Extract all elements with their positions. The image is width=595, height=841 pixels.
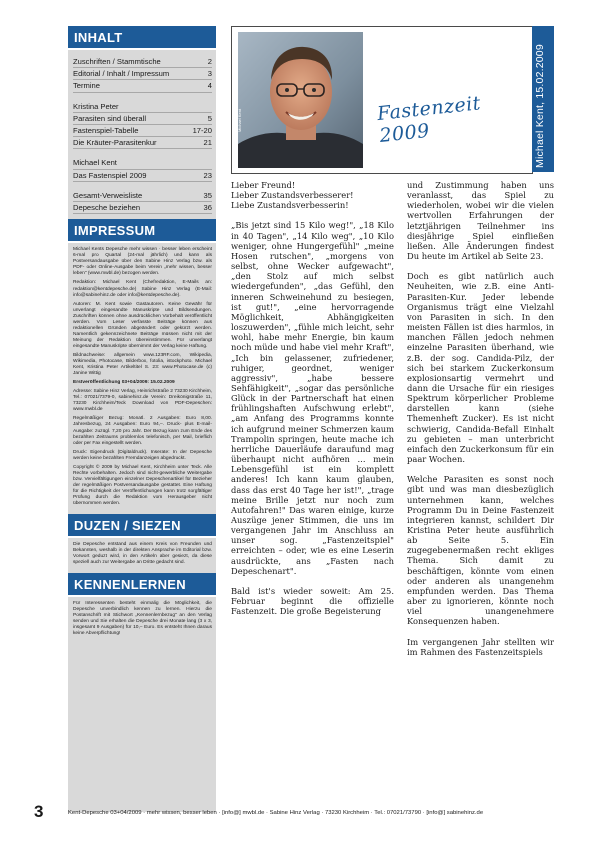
toc-label: Depesche beziehen bbox=[73, 203, 141, 213]
article-column-2 bbox=[407, 180, 554, 667]
author-photo bbox=[238, 32, 363, 168]
photo-caption: Michael Kent bbox=[237, 108, 242, 132]
toc-label: Fastenspiel-Tabelle bbox=[73, 126, 139, 136]
duzen-heading: DUZEN / SIEZEN bbox=[68, 514, 216, 538]
impressum-paragraph: Bildnachweise: allgemein www.123RF.com, Wikipedia, Wikimedia, Photocase, Bilderbox, fotolia, istockphoto. Michael Kent, Kristina Peter Artikeltitel S. 23: www.Photocase.de (c) Janine Wittig bbox=[73, 352, 212, 377]
impressum-paragraph: Adresse: Sabine Hinz Verlag, Heinrichstraße 2 73230 Kirchheim, Tel.: 07021/7379-0, sabinehinz.de Verein: Dreikönigstraße 11, 73230 Kirchheim/Teck Download von PDF-Depeschen: www.mwbl.de bbox=[73, 389, 212, 413]
toc-label: Zuschriften / Stammtische bbox=[73, 57, 161, 66]
toc-row[interactable] bbox=[73, 113, 212, 125]
kennenlernen-paragraph: Für Interessenten besteht einmalig die Möglichkeit, die Depesche unverbindlich kennen zu lernen. Hierzu die Postanschrift mit Stichwort „Kennenlernbezug" an den Verlag senden und Sie erhalten die Depesche drei Monate lang (3 x 3, insgesamt 9 Ausgaben) für 10,– Euro. Es entsteht Ihnen daraus keine Abverpflichtung! bbox=[73, 601, 212, 637]
toc-label: Gesamt-Verweisliste bbox=[73, 190, 143, 200]
toc-page: 5 bbox=[207, 113, 212, 123]
article-paragraph: Doch es gibt natürlich auch Neuheiten, wie z.B. eine Anti-Parasiten-Kur. Jeder lebende Organismus trägt eine Vielzahl von Parasiten in sich. In den meisten Fällen ist dies harmlos, in manchen Fällen jedoch nehmen einzelne Parasiten überhand, wie z.B. der sog. Candida-Pilz, der sich bei starkem Zuckerkonsum explosionsartig vermehrt und dann die Ursache für ein riesiges Spektrum körperlicher Probleme darstellen kann (siehe Themenheft Zucker). Es ist nicht schwierig, Candida-Befall Einhalt zu gebieten – man unterbricht einfach den Zuckerkonsum für ein paar Wochen. bbox=[407, 271, 554, 465]
toc-row[interactable] bbox=[73, 190, 212, 202]
toc-row[interactable] bbox=[73, 137, 212, 149]
duzen-text bbox=[68, 538, 216, 573]
inhalt-heading: INHALT bbox=[68, 26, 216, 50]
toc-page: 17-20 bbox=[192, 126, 212, 136]
toc-label: Termine bbox=[73, 81, 101, 91]
toc-row[interactable] bbox=[73, 125, 212, 137]
article-paragraph: „Bis jetzt sind 15 Kilo weg!", „18 Kilo in 40 Tagen", „14 Kilo weg", „10 Kilo weniger, ohne Hungergefühl" „meine Hosen rutschen", „morgens von selbst, ohne Wecker aufgewacht", „den Stolz auf mich selbst wiedergefunden", „das Gefühl, den inneren Schweinehund zu besiegen, ist gut!", „eine hervorragende Möglichkeit, Abhängigkeiten loszuwerden", „fühle mich leicht, sehr wohl, habe mehr Energie, bin kaum noch müde und habe viel mehr Kraft", „Ich bin gelassener, zufriedener, ruhiger, geordnet, weniger aggressiv", „habe bessere Sehfähigkeit", „sogar das persönliche Glück in der Partnerschaft hat einen frühlingshaften Aufschwung erlebt", „am Anfang des Programms konnte ich aufgrund meiner Schmerzen kaum Trampolin springen, heute mache ich herrliche Dauerläufe daraufund mag überhaupt nicht aufhören ... mein Lebensgefühl ist ein komplett anderes! Ich kann kaum glauben, dass das erst 40 Tage her ist!", „trage meine Brille jetzt nur noch zum Autofahren!" Das waren einige, kurze Auszüge jener Stimmen, die uns im vergangenen Jahr im Anschluss an unser sog. „Fastenzeitspiel" erreichten – oder, wie es eine Leserin ausdrückte, ans „Fasten nach Depeschenart". bbox=[231, 220, 394, 576]
toc-row[interactable] bbox=[73, 80, 212, 92]
impressum-paragraph: Redaktion: Michael Kent (Chefredaktion, E-Mails an: redaktion@kentdepesche.de) Sabine Hinz Verlag (E-Mail: info@sabinehinz.de oder info@kentdepesche.de). bbox=[73, 280, 212, 298]
toc-page: 2 bbox=[207, 57, 212, 66]
table-of-contents bbox=[68, 50, 216, 214]
kennenlernen-text bbox=[68, 597, 216, 644]
toc-author: Kristina Peter bbox=[73, 101, 212, 113]
toc-row[interactable] bbox=[73, 202, 212, 214]
impressum-paragraph: Autoren: M. Kent sowie Gastautoren. Keine Gewähr für unverlangt eingesandte Manuskripte und Bildsendungen. Zuschriften können ohne ausdrücklichen Vorbehalt veröffentlicht werden. Vom Leser verfasste Beiträge können aus redaktionellen Gründen abgeändert oder gekürzt werden. Namentlich gekennzeichnete Beiträge müssen nicht mit der Meinung der Redaktion übereinstimmen. Für unverlangt eingesandte Manuskripte übernimmt der Verlag keine Haftung. bbox=[73, 301, 212, 349]
toc-row[interactable] bbox=[73, 56, 212, 68]
kennenlernen-heading: KENNENLERNEN bbox=[68, 573, 216, 597]
header-photo-frame bbox=[231, 26, 533, 174]
impressum-paragraph: Copyright © 2009 by Michael Kent, Kirchheim unter Teck. Alle Rechte vorbehalten. Jedoch sind nicht-gewerbliche Weitergabe bzw. Vervielfältigungen einzelner Depeschenartikel für Bezieher der regelmäßigen Postversandausgabe gestattet. Eine Haftung für die Richtigkeit der Veröffentlichungen kann trotz sorgfältiger Prüfung durch die Redaktion vom Herausgeber nicht übernommen werden. bbox=[73, 464, 212, 507]
toc-row[interactable] bbox=[73, 68, 212, 80]
impressum-text bbox=[68, 243, 216, 514]
page-footer: Kent-Depesche 03+04/2009 · mehr wissen, besser leben · [info@] mwbl.de · Sabine Hinz Verlag · 73230 Kirchheim · Tel.: 07021/73790 · [info@] sabinehinz.de bbox=[68, 810, 484, 816]
article-paragraph: und Zustimmung haben uns veranlasst, das Spiel zu wiederholen, wobei wir die vielen wertvollen Erfahrungen der letztjährigen Teilnehmer ins diesjährige Spiel einfließen ließen. Alle Änderungen findest Du heute im Artikel ab Seite 23. bbox=[407, 180, 554, 262]
impressum-heading: IMPRESSUM bbox=[68, 219, 216, 243]
toc-page: 35 bbox=[203, 190, 212, 200]
article-paragraph: Im vergangenen Jahr stellten wir im Rahmen des Fastenzeitspiels bbox=[407, 636, 554, 657]
article-paragraph: Bald ist's wieder soweit: Am 25. Februar beginnt die offizielle Fastenzeit. Die große Begeisterung bbox=[231, 585, 394, 617]
toc-label: Editorial / Inhalt / Impressum bbox=[73, 69, 170, 79]
toc-page: 21 bbox=[203, 138, 212, 148]
impressum-paragraph: Regelmäßiger Bezug: Monatl. 2 Ausgaben: Euro 8,00. Jahresbezug, 24 Ausgaben: Euro 94,–. Druck- plus E-mail-Ausgabe: zuzügl. 7,20 pro Jahr. Der Bezug kann zum Ende des bezahlten Zeitraums problemlos telefonisch, per Mail, brieflich oder per Fax eingestellt werden. bbox=[73, 416, 212, 446]
duzen-paragraph: Die Depesche entstand aus einem Kreis von Freunden und Bekannten, weshalb in der direkten Ansprache im Editorial bzw. Vorwort geduzt wird, in den Artikeln aber gesiezt, da diese speziell auch zur Weitergabe an Dritte gedacht sind. bbox=[73, 542, 212, 566]
impressum-paragraph: Erstveröffentlichung 03+04/2009: 15.02.2009 bbox=[73, 380, 175, 386]
toc-page: 36 bbox=[203, 203, 212, 213]
page-number: 3 bbox=[34, 802, 44, 821]
article-column-1 bbox=[231, 180, 394, 626]
toc-author: Michael Kent bbox=[73, 157, 212, 169]
impressum-paragraph: Michael Kents Depesche mehr wissen · besser leben erscheint 6-mal pro Quartal (24-mal jährlich) und kann als Postversandausgabe über den Sabine Hinz Verlag bzw. als PDF- oder Online-Ausgabe beim Verein „mehr wissen, besser leben" (www.mwbl.de) bezogen werden. bbox=[73, 247, 212, 277]
toc-label: Parasiten sind überall bbox=[73, 113, 147, 123]
impressum-paragraph: Druck: Eigendruck (Digitaldruck). Inserate: In der Depesche werden keine bezahlten Fremdanzeigen abgedruckt. bbox=[73, 449, 212, 461]
author-date-band bbox=[532, 26, 554, 172]
sidebar bbox=[68, 26, 216, 812]
article-greeting: Lieber Freund! Lieber Zustandsverbesserer! Liebe Zustandsverbesserin! bbox=[231, 180, 354, 211]
toc-row[interactable] bbox=[73, 170, 212, 182]
toc-page: 3 bbox=[207, 69, 212, 79]
author-date: Michael Kent, 15.02.2009 bbox=[534, 44, 546, 168]
portrait-image bbox=[238, 32, 363, 168]
toc-label: Das Fastenspiel 2009 bbox=[73, 170, 147, 180]
toc-page: 4 bbox=[207, 81, 212, 91]
article-paragraph: Welche Parasiten es sonst noch gibt und was man diesbezüglich unternehmen kann, welches Programm Du in Deine Fastenzeit integrieren kannst, schildert Dir Kristina Peter heute ausführlich ab Seite 5. Ein zugegebenermaßen recht ekliges Thema. Sich damit zu beschäftigen, könnte vom einen oder anderen als unangenehm empfunden werden. Das Thema aber zu ignorieren, könnte noch viel unangenehmere Konsequenzen haben. bbox=[407, 474, 554, 627]
toc-page: 23 bbox=[203, 170, 212, 180]
toc-label: Die Kräuter-Parasitenkur bbox=[73, 138, 157, 148]
fasten-title: Fastenzeit 2009 bbox=[376, 92, 482, 147]
